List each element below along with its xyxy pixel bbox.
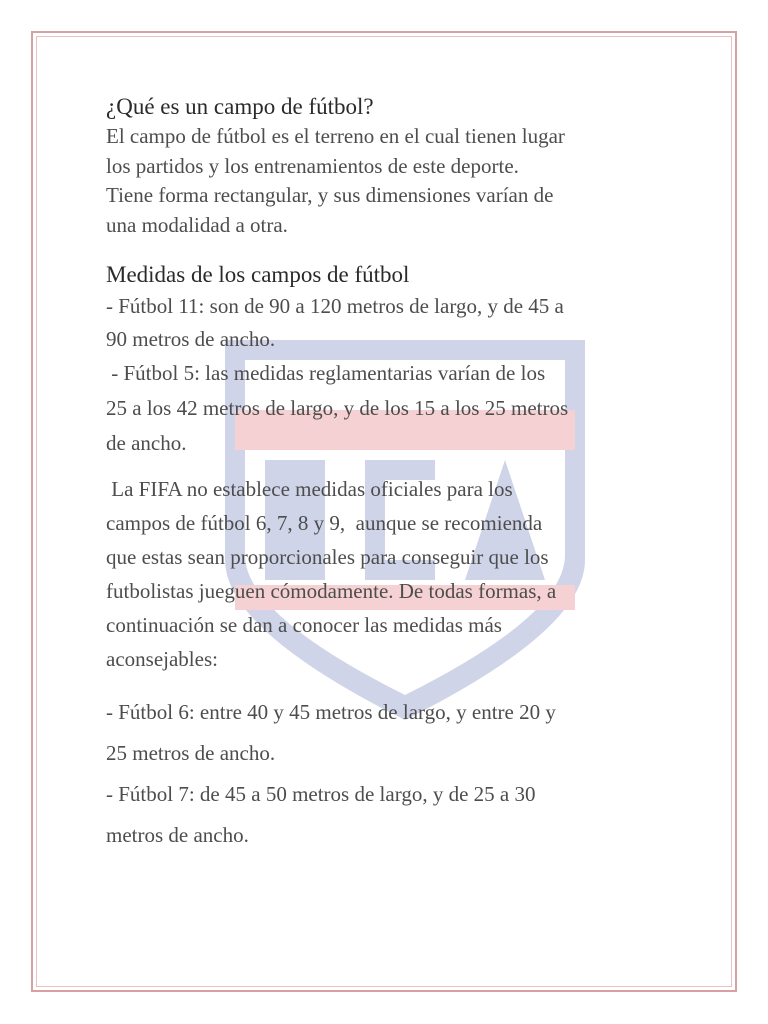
section-heading-what-is: ¿Qué es un campo de fútbol? (106, 94, 374, 119)
list-item-futbol-5: - Fútbol 5: las medidas reglamentarias varían de los 25 a los 42 metros de largo, y de los 15 a los 25 metros de ancho. (106, 361, 569, 455)
list-item-futbol-7: - Fútbol 7: de 45 a 50 metros de largo, y de 25 a 30 metros de ancho. (106, 782, 536, 847)
document-content (106, 92, 666, 856)
section-heading-measures: Medidas de los campos de fútbol (106, 262, 410, 287)
list-item-futbol-11: - Fútbol 11: son de 90 a 120 metros de largo, y de 45 a 90 metros de ancho. (106, 294, 564, 351)
list-item-futbol-6: - Fútbol 6: entre 40 y 45 metros de largo, y entre 20 y 25 metros de ancho. (106, 700, 556, 765)
fifa-paragraph: La FIFA no establece medidas oficiales para los campos de fútbol 6, 7, 8 y 9, aunque se recomienda que estas sean proporcionales para conseguir que los futbolistas jueguen cómodamente. De todas formas, a continuación se dan a conocer las medidas más aconsejables: (106, 477, 557, 671)
intro-paragraph: El campo de fútbol es el terreno en el cual tienen lugar los partidos y los entrenamientos de este deporte. Tiene forma rectangular, y sus dimensiones varían de una modalidad a otra. (106, 124, 565, 237)
